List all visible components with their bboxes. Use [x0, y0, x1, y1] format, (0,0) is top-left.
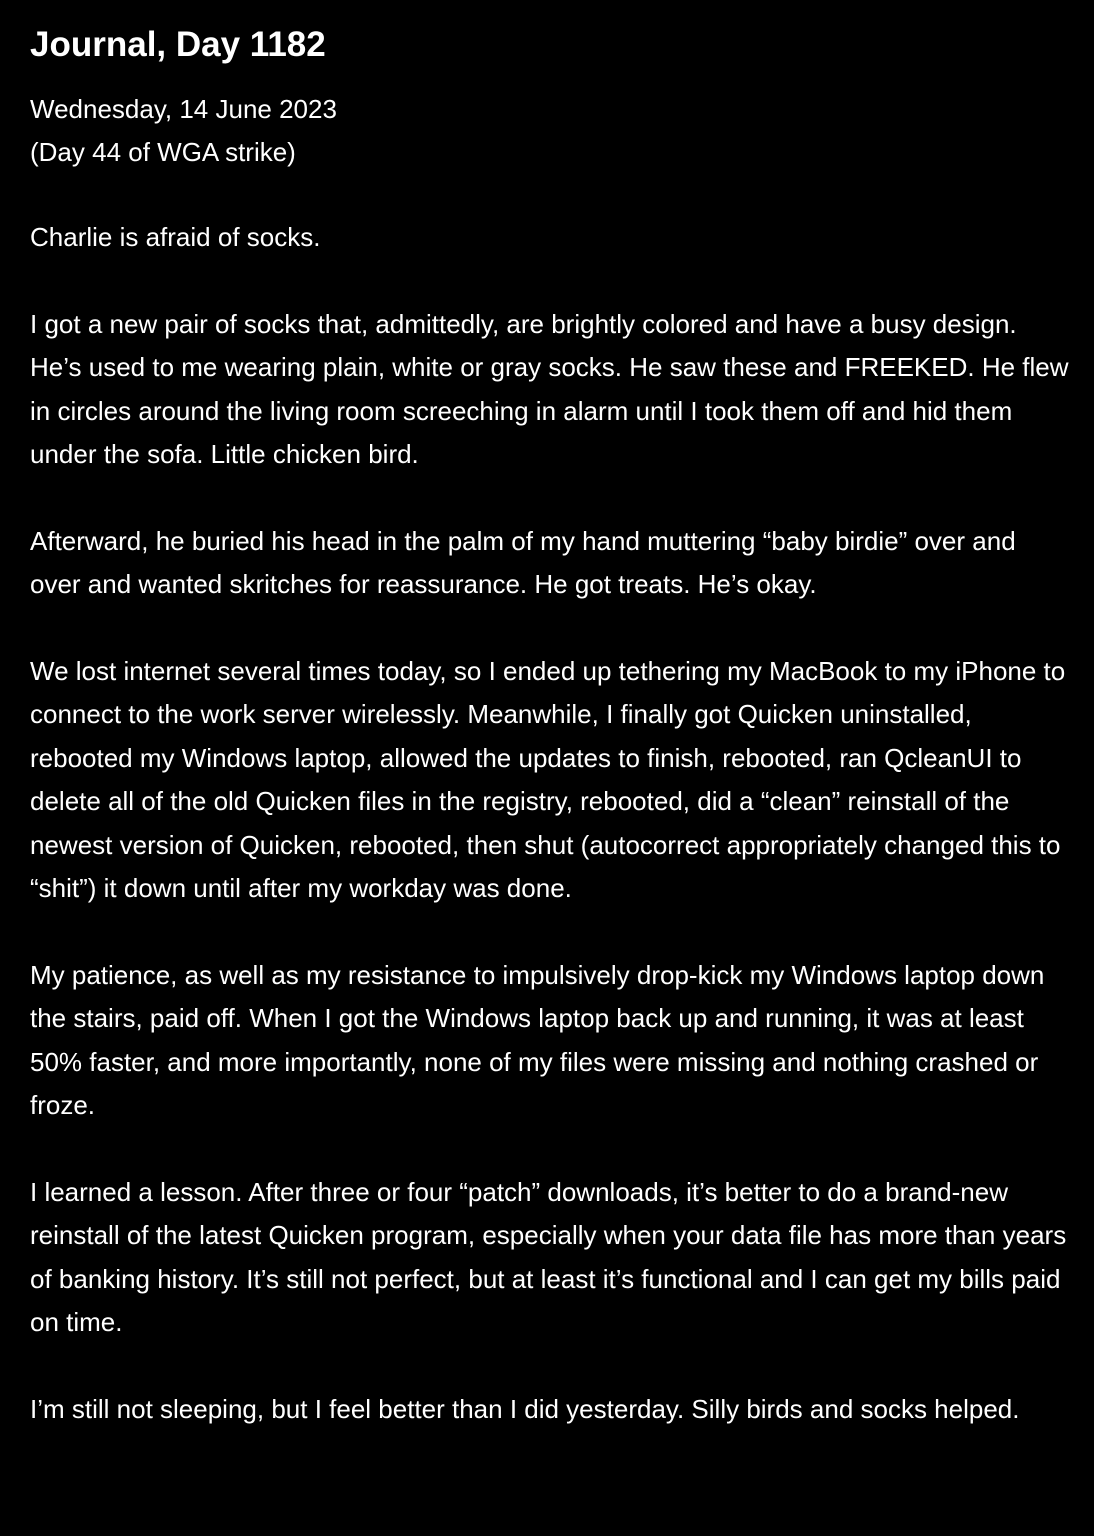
entry-date: Wednesday, 14 June 2023	[30, 94, 337, 124]
paragraph-7: I’m still not sleeping, but I feel better than I did yesterday. Silly birds and socks helped.	[30, 1393, 1020, 1424]
strike-note: (Day 44 of WGA strike)	[30, 137, 296, 167]
paragraph-5: My patience, as well as my resistance to impulsively drop-kick my Windows laptop down the stairs, paid off. When I got the Windows laptop back up and running, it was at least 50% faster, and more importantly, none of my files were missing and nothing crashed or froze.	[30, 959, 1045, 1120]
paragraph-6: I learned a lesson. After three or four “patch” downloads, it’s better to do a brand-new reinstall of the latest Quicken program, especially when your data file has more than years of banking history. It’s still not perfect, but at least it’s functional and I can get my bills paid on time.	[30, 1176, 1067, 1337]
paragraph-2: I got a new pair of socks that, admittedly, are brightly colored and have a busy design. He’s used to me wearing plain, white or gray socks. He saw these and FREEKED. He flew in circles around the living room screeching in alarm until I took them off and hid them under the sofa. Little chicken bird.	[30, 308, 1069, 469]
paragraph-4: We lost internet several times today, so I ended up tethering my MacBook to my iPhone to connect to the work server wirelessly. Meanwhile, I finally got Quicken uninstalled, rebooted my Windows laptop, allowed the updates to finish, rebooted, ran QcleanUI to delete all of the old Quicken files in the registry, rebooted, did a “clean” reinstall of the newest version of Quicken, rebooted, then shut (autocorrect appropriately changed this to “shit”) it down until after my workday was done.	[30, 655, 1066, 903]
entry-body	[30, 216, 1070, 1431]
page-title: Journal, Day 1182	[30, 25, 326, 64]
paragraph-1: Charlie is afraid of socks.	[30, 222, 321, 252]
paragraph-3: Afterward, he buried his head in the palm of my hand muttering “baby birdie” over and over and wanted skritches for reassurance. He got treats. He’s okay.	[30, 525, 1016, 599]
journal-entry	[30, 22, 1070, 1474]
entry-meta	[30, 88, 1070, 174]
